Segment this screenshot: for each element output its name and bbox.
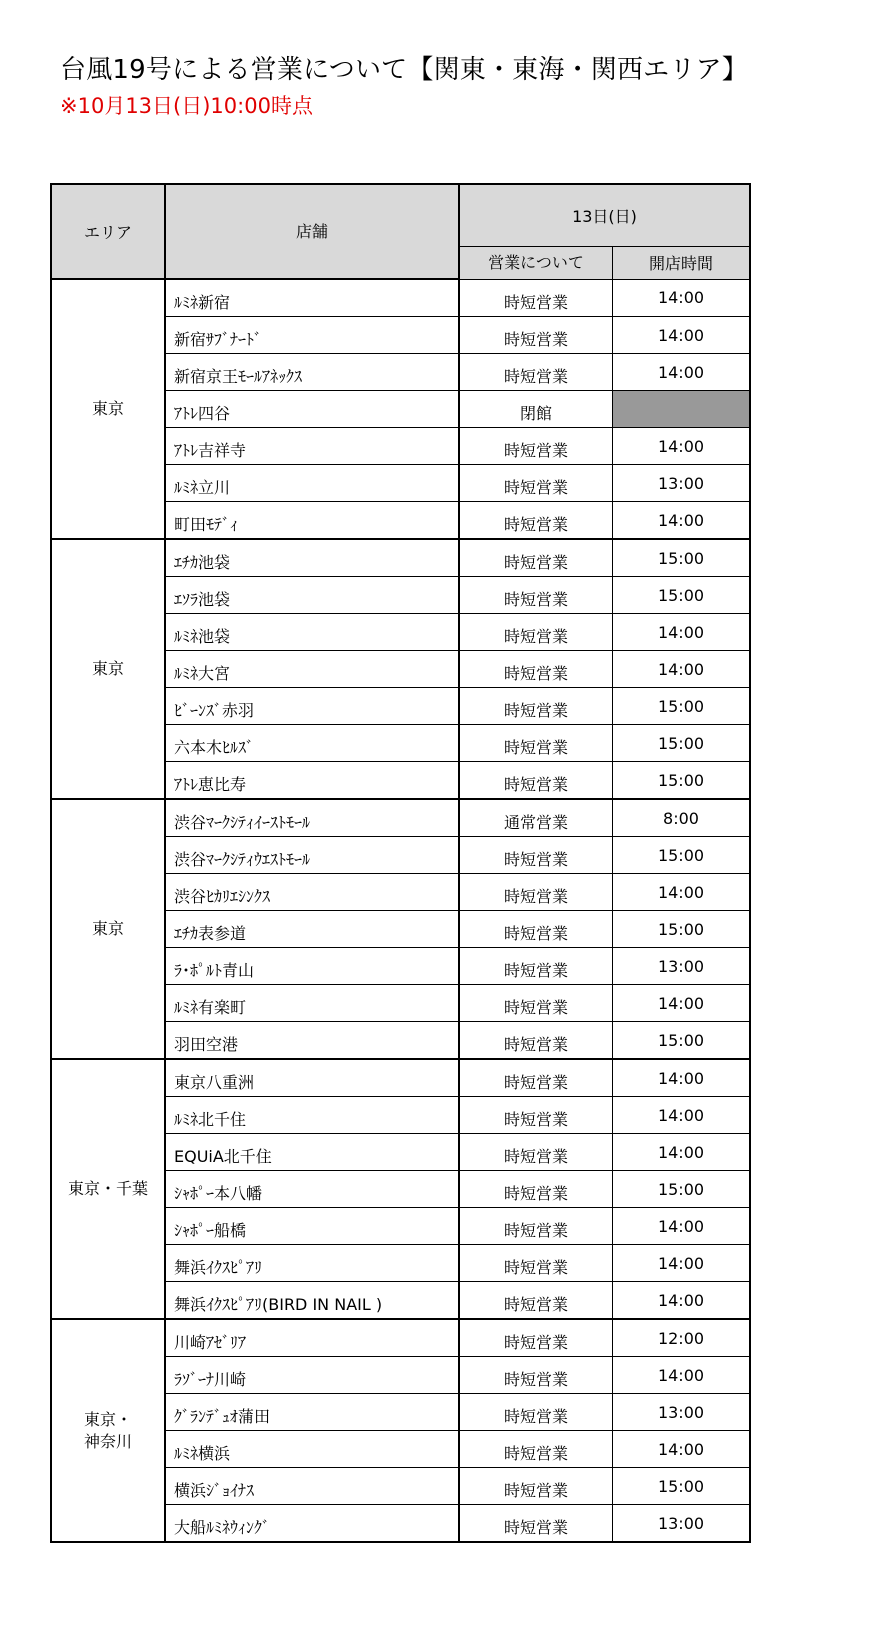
store-name: 新宿ｻﾌﾞﾅｰﾄﾞ	[165, 317, 459, 354]
store-name: 新宿京王ﾓｰﾙｱﾈｯｸｽ	[165, 354, 459, 391]
open-time: 14:00	[613, 1097, 751, 1134]
store-name: 渋谷ﾏｰｸｼﾃｨｲｰｽﾄﾓｰﾙ	[165, 799, 459, 837]
store-name: ﾙﾐﾈ横浜	[165, 1431, 459, 1468]
column-header-open-time: 開店時間	[613, 246, 751, 279]
open-time: 13:00	[613, 1394, 751, 1431]
open-time: 14:00	[613, 1245, 751, 1282]
business-status: 時短営業	[459, 837, 613, 874]
update-timestamp: ※10月13日(日)10:00時点	[60, 94, 313, 118]
business-status: 時短営業	[459, 1357, 613, 1394]
store-name: ｱﾄﾚ吉祥寺	[165, 428, 459, 465]
business-status: 時短営業	[459, 279, 613, 317]
store-name: ﾙﾐﾈ立川	[165, 465, 459, 502]
open-time: 14:00	[613, 1282, 751, 1320]
business-status: 時短営業	[459, 1097, 613, 1134]
column-header-date: 13日(日)	[459, 184, 750, 246]
store-name: 町田ﾓﾃﾞｨ	[165, 502, 459, 540]
table-row	[51, 799, 750, 837]
open-time: 15:00	[613, 577, 751, 614]
open-time: 14:00	[613, 279, 751, 317]
open-time: 13:00	[613, 1505, 751, 1543]
business-status: 時短営業	[459, 317, 613, 354]
business-hours-table	[50, 183, 751, 1543]
open-time: 15:00	[613, 1171, 751, 1208]
table-row	[51, 539, 750, 577]
business-status: 時短営業	[459, 465, 613, 502]
open-time: 14:00	[613, 651, 751, 688]
store-name: ﾋﾞｰﾝｽﾞ赤羽	[165, 688, 459, 725]
business-status: 時短営業	[459, 1319, 613, 1357]
open-time: 14:00	[613, 354, 751, 391]
business-status: 時短営業	[459, 1134, 613, 1171]
open-time: 14:00	[613, 874, 751, 911]
open-time: 14:00	[613, 1134, 751, 1171]
business-status: 時短営業	[459, 874, 613, 911]
store-name: ｴﾁｶ表参道	[165, 911, 459, 948]
open-time: 15:00	[613, 725, 751, 762]
business-status: 閉館	[459, 391, 613, 428]
table-row	[51, 279, 750, 317]
business-status: 時短営業	[459, 502, 613, 540]
area-cell: 東京	[51, 279, 165, 539]
store-name: ｴｿﾗ池袋	[165, 577, 459, 614]
open-time: 15:00	[613, 1468, 751, 1505]
store-name: 大船ﾙﾐﾈｳｨﾝｸﾞ	[165, 1505, 459, 1543]
business-status: 時短営業	[459, 1394, 613, 1431]
business-status: 時短営業	[459, 1245, 613, 1282]
open-time: 15:00	[613, 539, 751, 577]
store-name: EQUiA北千住	[165, 1134, 459, 1171]
business-status: 時短営業	[459, 948, 613, 985]
store-name: ﾙﾐﾈ有楽町	[165, 985, 459, 1022]
store-name: 舞浜ｲｸｽﾋﾟｱﾘ	[165, 1245, 459, 1282]
column-header-status: 営業について	[459, 246, 613, 279]
business-status: 時短営業	[459, 577, 613, 614]
store-name: 東京八重洲	[165, 1059, 459, 1097]
open-time: 14:00	[613, 317, 751, 354]
open-time: 13:00	[613, 465, 751, 502]
open-time: 14:00	[613, 1059, 751, 1097]
business-status: 時短営業	[459, 1208, 613, 1245]
store-name: 川崎ｱｾﾞﾘｱ	[165, 1319, 459, 1357]
store-name: 羽田空港	[165, 1022, 459, 1060]
store-name: 渋谷ﾏｰｸｼﾃｨｳｴｽﾄﾓｰﾙ	[165, 837, 459, 874]
open-time: 15:00	[613, 911, 751, 948]
store-name: ﾗｿﾞｰﾅ川崎	[165, 1357, 459, 1394]
open-time: 14:00	[613, 428, 751, 465]
open-time: 15:00	[613, 837, 751, 874]
business-status: 時短営業	[459, 1022, 613, 1060]
open-time: 14:00	[613, 502, 751, 540]
open-time: 13:00	[613, 948, 751, 985]
business-status: 時短営業	[459, 614, 613, 651]
area-cell: 東京・千葉	[51, 1059, 165, 1319]
store-name: 舞浜ｲｸｽﾋﾟｱﾘ(BIRD IN NAIL )	[165, 1282, 459, 1320]
store-name: ﾙﾐﾈ北千住	[165, 1097, 459, 1134]
open-time: 15:00	[613, 1022, 751, 1060]
open-time: 8:00	[613, 799, 751, 837]
store-name: ﾙﾐﾈ池袋	[165, 614, 459, 651]
business-status: 時短営業	[459, 1505, 613, 1543]
business-status: 時短営業	[459, 539, 613, 577]
business-status: 時短営業	[459, 911, 613, 948]
store-name: 渋谷ﾋｶﾘｴｼﾝｸｽ	[165, 874, 459, 911]
business-status: 時短営業	[459, 688, 613, 725]
table-row	[51, 1319, 750, 1357]
store-name: 六本木ﾋﾙｽﾞ	[165, 725, 459, 762]
page-title: 台風19号による営業について【関東・東海・関西エリア】	[60, 55, 748, 85]
store-name: ｱﾄﾚ恵比寿	[165, 762, 459, 800]
business-status: 時短営業	[459, 354, 613, 391]
business-status: 時短営業	[459, 1059, 613, 1097]
business-status: 時短営業	[459, 1468, 613, 1505]
business-status: 時短営業	[459, 985, 613, 1022]
store-name: ｸﾞﾗﾝﾃﾞｭｵ蒲田	[165, 1394, 459, 1431]
open-time: 14:00	[613, 614, 751, 651]
store-name: ﾙﾐﾈ大宮	[165, 651, 459, 688]
open-time: 14:00	[613, 985, 751, 1022]
business-status: 時短営業	[459, 651, 613, 688]
store-name: 横浜ｼﾞｮｲﾅｽ	[165, 1468, 459, 1505]
business-status: 通常営業	[459, 799, 613, 837]
open-time: 14:00	[613, 1208, 751, 1245]
open-time: 14:00	[613, 1357, 751, 1394]
area-cell: 東京・ 神奈川	[51, 1319, 165, 1542]
business-status: 時短営業	[459, 762, 613, 800]
open-time: 14:00	[613, 1431, 751, 1468]
business-status: 時短営業	[459, 428, 613, 465]
open-time-closed	[613, 391, 751, 428]
area-cell: 東京	[51, 799, 165, 1059]
business-status: 時短営業	[459, 1282, 613, 1320]
open-time: 12:00	[613, 1319, 751, 1357]
column-header-area: エリア	[51, 184, 165, 279]
store-name: ﾗ･ﾎﾟﾙﾄ青山	[165, 948, 459, 985]
business-status: 時短営業	[459, 1431, 613, 1468]
area-cell: 東京	[51, 539, 165, 799]
store-name: ｼｬﾎﾟｰ本八幡	[165, 1171, 459, 1208]
table-row	[51, 1059, 750, 1097]
header-row	[51, 184, 750, 246]
store-name: ｼｬﾎﾟｰ船橋	[165, 1208, 459, 1245]
open-time: 15:00	[613, 762, 751, 800]
store-name: ｴﾁｶ池袋	[165, 539, 459, 577]
business-status: 時短営業	[459, 725, 613, 762]
column-header-store: 店舗	[165, 184, 459, 279]
store-name: ｱﾄﾚ四谷	[165, 391, 459, 428]
store-name: ﾙﾐﾈ新宿	[165, 279, 459, 317]
open-time: 15:00	[613, 688, 751, 725]
business-status: 時短営業	[459, 1171, 613, 1208]
